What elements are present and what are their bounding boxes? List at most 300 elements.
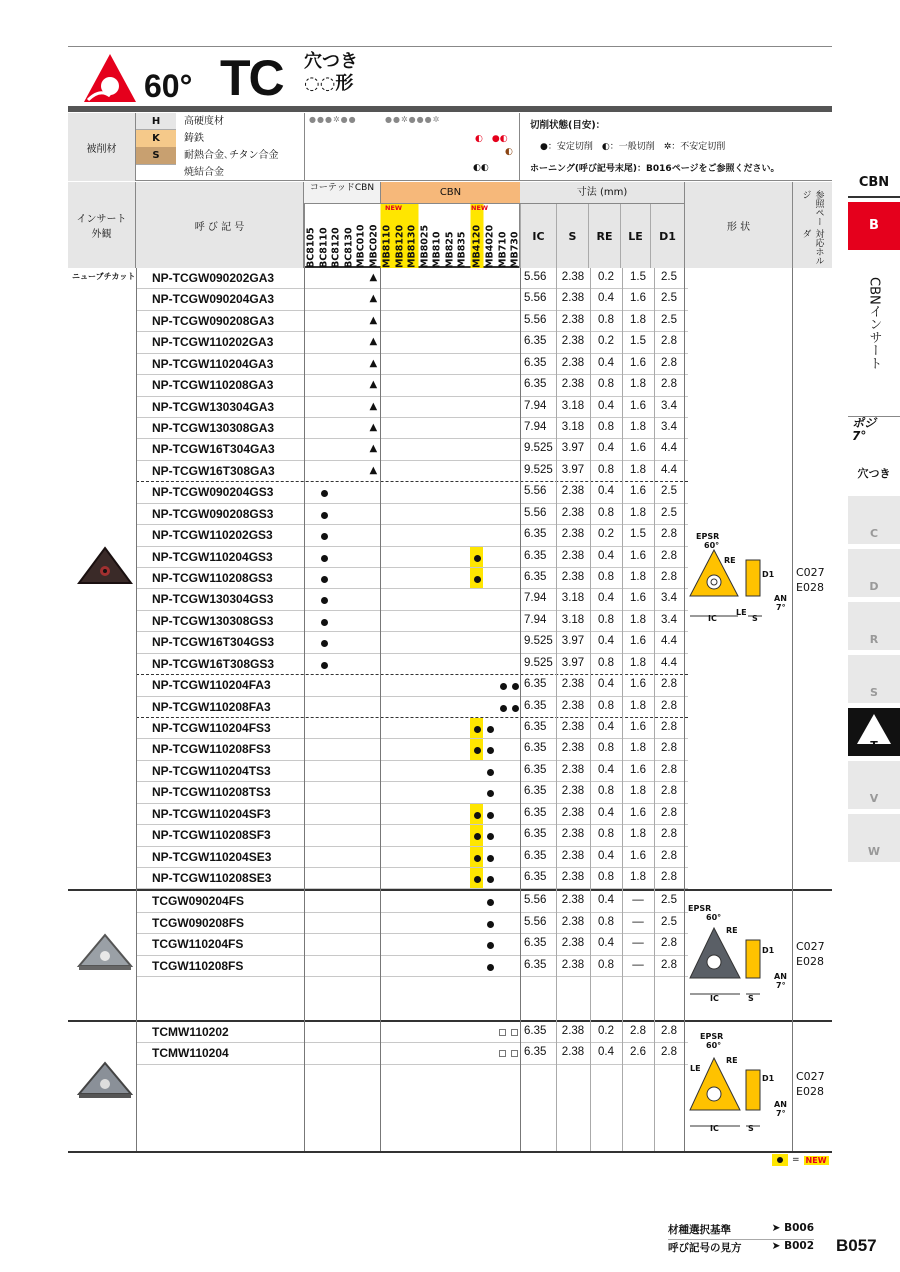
dim-value-d1[interactable]: 2.8 xyxy=(661,549,677,562)
dim-header-le[interactable]: LE xyxy=(620,204,650,268)
side-tab-d[interactable] xyxy=(848,549,900,597)
dim-value-le[interactable]: — xyxy=(632,937,644,950)
dim-value-s[interactable]: 3.18 xyxy=(561,613,585,626)
grade-header[interactable]: MB8025 xyxy=(418,224,430,268)
dim-value-d1[interactable]: 2.8 xyxy=(661,378,677,391)
dim-value-d1[interactable]: 4.4 xyxy=(661,442,677,455)
dim-value-re[interactable]: 0.8 xyxy=(598,506,614,519)
dim-value-re[interactable]: 0.8 xyxy=(598,421,614,433)
dim-value-ic[interactable]: 5.56 xyxy=(524,915,547,928)
dim-value-s[interactable]: 2.38 xyxy=(561,485,585,498)
footer-l2-ref[interactable]: ➤ B002 xyxy=(771,1240,814,1252)
dim-value-ic[interactable]: 6.35 xyxy=(524,871,547,884)
part-number[interactable]: NP-TCGW110208SE3 xyxy=(152,871,272,886)
dim-value-ic[interactable]: 5.56 xyxy=(524,506,547,519)
stock-mark-dot[interactable] xyxy=(487,812,494,819)
part-number[interactable]: NP-TCGW130304GA3 xyxy=(152,399,275,414)
dim-value-d1[interactable]: 2.8 xyxy=(661,806,677,819)
dim-value-s[interactable]: 2.38 xyxy=(561,1025,585,1038)
dim-value-d1[interactable]: 2.8 xyxy=(661,849,677,862)
stock-mark-dot[interactable] xyxy=(474,812,481,819)
dim-value-re[interactable]: 0.4 xyxy=(598,399,614,412)
table-row[interactable] xyxy=(0,868,900,889)
part-number[interactable]: NP-TCGW16T308GS3 xyxy=(152,656,275,671)
dim-value-le[interactable]: 1.6 xyxy=(630,485,646,498)
side-tab-v[interactable] xyxy=(848,761,900,809)
table-row[interactable] xyxy=(0,718,900,739)
stock-mark-dot[interactable] xyxy=(512,683,519,690)
dim-value-s[interactable]: 3.97 xyxy=(561,442,585,455)
dim-value-ic[interactable]: 7.94 xyxy=(524,421,547,433)
dim-value-s[interactable]: 3.18 xyxy=(561,592,585,605)
dim-value-re[interactable]: 0.8 xyxy=(598,378,614,391)
stock-mark-dot[interactable] xyxy=(321,512,328,519)
dim-value-re[interactable]: 0.8 xyxy=(598,571,614,584)
part-number[interactable]: NP-TCGW110208TS3 xyxy=(152,785,271,800)
dim-value-le[interactable]: 1.8 xyxy=(630,656,646,669)
dim-value-s[interactable]: 2.38 xyxy=(561,894,585,907)
dim-value-ic[interactable]: 6.35 xyxy=(524,1025,547,1038)
stock-mark-dot[interactable] xyxy=(321,533,328,540)
footer-l1-ref[interactable]: ➤ B006 xyxy=(771,1222,814,1234)
group1-ref-2[interactable]: E028 xyxy=(796,581,824,594)
dim-value-d1[interactable]: 3.4 xyxy=(661,613,677,626)
dim-value-d1[interactable]: 3.4 xyxy=(661,421,677,433)
dim-value-le[interactable]: 1.5 xyxy=(630,335,646,348)
dim-value-ic[interactable]: 6.35 xyxy=(524,378,547,391)
dim-value-le[interactable]: — xyxy=(632,915,644,928)
grade-header[interactable]: MB825 xyxy=(443,231,455,268)
grade-header[interactable]: MB810 xyxy=(431,231,443,268)
stock-mark-dot[interactable] xyxy=(487,790,494,797)
part-number[interactable]: NP-TCGW16T304GA3 xyxy=(152,442,275,457)
dim-value-s[interactable]: 2.38 xyxy=(561,915,585,928)
stock-mark-dot[interactable] xyxy=(487,769,494,776)
dim-value-le[interactable]: 1.8 xyxy=(630,742,646,755)
part-number[interactable]: NP-TCGW110204GS3 xyxy=(152,549,273,564)
side-tab-w[interactable] xyxy=(848,814,900,862)
dim-value-s[interactable]: 2.38 xyxy=(561,958,585,971)
dim-value-re[interactable]: 0.4 xyxy=(598,592,614,605)
dim-value-d1[interactable]: 2.8 xyxy=(661,1046,677,1059)
dim-value-ic[interactable]: 9.525 xyxy=(524,656,553,669)
part-number[interactable]: NP-TCGW090208GA3 xyxy=(152,313,275,328)
grade-header[interactable]: MBC020 xyxy=(367,224,379,268)
group1-ref-1[interactable]: C027 xyxy=(796,566,825,579)
dim-value-s[interactable]: 2.38 xyxy=(561,785,585,798)
dim-value-s[interactable]: 2.38 xyxy=(561,335,585,348)
dim-value-re[interactable]: 0.2 xyxy=(598,271,614,283)
dim-value-re[interactable]: 0.4 xyxy=(598,721,614,734)
grade-header[interactable]: BC8120 xyxy=(330,227,342,268)
table-row[interactable] xyxy=(0,439,900,460)
dim-value-re[interactable]: 0.8 xyxy=(598,463,614,476)
dim-value-le[interactable]: 1.8 xyxy=(630,699,646,712)
dim-header-s[interactable]: S xyxy=(556,204,588,268)
group-divider[interactable] xyxy=(68,889,832,891)
dim-value-ic[interactable]: 6.35 xyxy=(524,1046,547,1059)
column-line[interactable] xyxy=(136,268,137,1151)
dim-column-line[interactable] xyxy=(622,268,623,1151)
table-row[interactable] xyxy=(0,804,900,825)
dim-value-d1[interactable]: 4.4 xyxy=(661,656,677,669)
stock-mark-triangle[interactable]: ▲ xyxy=(369,314,378,326)
dim-value-d1[interactable]: 3.4 xyxy=(661,399,677,412)
part-number[interactable]: NP-TCGW110204SE3 xyxy=(152,849,272,864)
dim-value-re[interactable]: 0.8 xyxy=(598,313,614,326)
dim-value-re[interactable]: 0.4 xyxy=(598,356,614,369)
dim-value-d1[interactable]: 2.8 xyxy=(661,335,677,348)
dim-value-d1[interactable]: 2.8 xyxy=(661,356,677,369)
stock-mark-dot[interactable] xyxy=(500,705,507,712)
dim-value-s[interactable]: 2.38 xyxy=(561,292,585,305)
dim-value-d1[interactable]: 2.5 xyxy=(661,292,677,305)
dim-value-re[interactable]: 0.4 xyxy=(598,1046,614,1059)
part-number[interactable]: TCGW090208FS xyxy=(152,915,245,930)
dim-value-re[interactable]: 0.8 xyxy=(598,828,614,841)
dim-header-d1[interactable]: D1 xyxy=(650,204,684,268)
row-divider[interactable] xyxy=(136,1064,688,1065)
table-row[interactable] xyxy=(0,675,900,696)
dim-value-ic[interactable]: 7.94 xyxy=(524,613,547,626)
table-row[interactable] xyxy=(0,461,900,482)
stock-mark-dot[interactable] xyxy=(321,490,328,497)
stock-mark-triangle[interactable]: ▲ xyxy=(369,400,378,412)
table-row[interactable] xyxy=(0,311,900,332)
part-number[interactable]: NP-TCGW110204TS3 xyxy=(152,763,271,778)
part-number[interactable]: TCGW090204FS xyxy=(152,894,245,909)
table-row[interactable] xyxy=(0,482,900,503)
dim-value-s[interactable]: 2.38 xyxy=(561,549,585,562)
dim-value-re[interactable]: 0.4 xyxy=(598,894,614,907)
dim-value-s[interactable]: 2.38 xyxy=(561,571,585,584)
dim-value-d1[interactable]: 2.5 xyxy=(661,485,677,498)
table-row[interactable] xyxy=(0,289,900,310)
dim-value-le[interactable]: 2.8 xyxy=(630,1025,646,1038)
dim-value-d1[interactable]: 2.5 xyxy=(661,313,677,326)
dim-value-le[interactable]: 1.8 xyxy=(630,613,646,626)
dim-value-re[interactable]: 0.2 xyxy=(598,528,614,541)
table-row[interactable] xyxy=(0,761,900,782)
part-number[interactable]: NP-TCGW16T308GA3 xyxy=(152,463,275,478)
dim-value-le[interactable]: 1.5 xyxy=(630,271,646,283)
group2-ref-2[interactable]: E028 xyxy=(796,955,824,968)
dim-value-s[interactable]: 2.38 xyxy=(561,506,585,519)
dim-value-re[interactable]: 0.4 xyxy=(598,849,614,862)
stock-mark-dot[interactable] xyxy=(487,876,494,883)
dim-value-ic[interactable]: 9.525 xyxy=(524,463,553,476)
side-tab-label[interactable]: C xyxy=(869,527,879,540)
grade-header[interactable]: MB4120 xyxy=(471,204,484,268)
dim-value-re[interactable]: 0.4 xyxy=(598,442,614,455)
side-tab-t[interactable] xyxy=(848,708,900,756)
dim-value-d1[interactable]: 2.8 xyxy=(661,958,677,971)
stock-mark-dot[interactable] xyxy=(474,876,481,883)
dim-value-d1[interactable]: 2.8 xyxy=(661,937,677,950)
dim-value-ic[interactable]: 6.35 xyxy=(524,785,547,798)
stock-mark-dot[interactable] xyxy=(487,942,494,949)
dim-value-le[interactable]: 1.6 xyxy=(630,399,646,412)
dim-value-le[interactable]: 1.6 xyxy=(630,763,646,776)
dim-value-le[interactable]: 1.6 xyxy=(630,849,646,862)
side-tab-label[interactable]: S xyxy=(870,686,878,699)
part-number[interactable]: NP-TCGW110208SF3 xyxy=(152,828,271,843)
dim-value-s[interactable]: 2.38 xyxy=(561,313,585,326)
dim-value-le[interactable]: 1.6 xyxy=(630,442,646,455)
stock-mark-dot[interactable] xyxy=(512,705,519,712)
dim-value-ic[interactable]: 6.35 xyxy=(524,721,547,734)
part-number[interactable]: NP-TCGW110204FS3 xyxy=(152,721,271,736)
stock-mark-dot[interactable] xyxy=(487,726,494,733)
dim-value-d1[interactable]: 2.5 xyxy=(661,506,677,519)
part-number[interactable]: TCMW110204 xyxy=(152,1046,229,1061)
side-tab-label[interactable]: V xyxy=(869,792,879,805)
grade-header[interactable]: BC8110 xyxy=(317,227,329,268)
dim-value-ic[interactable]: 5.56 xyxy=(524,313,547,326)
side-b-tab[interactable]: B xyxy=(848,202,900,250)
dim-value-d1[interactable]: 2.8 xyxy=(661,763,677,776)
table-row[interactable] xyxy=(0,654,900,675)
table-row[interactable] xyxy=(0,354,900,375)
stock-mark-triangle[interactable]: ▲ xyxy=(369,293,378,305)
stock-mark-dot[interactable] xyxy=(321,555,328,562)
stock-mark-dot[interactable] xyxy=(487,964,494,971)
table-row[interactable] xyxy=(0,504,900,525)
stock-mark-dot[interactable] xyxy=(321,662,328,669)
dim-value-le[interactable]: — xyxy=(632,958,644,971)
stock-mark-triangle[interactable]: ▲ xyxy=(369,464,378,476)
dim-value-ic[interactable]: 5.56 xyxy=(524,894,547,907)
dim-value-s[interactable]: 3.18 xyxy=(561,421,585,433)
stock-mark-square[interactable] xyxy=(511,1029,518,1036)
dim-value-s[interactable]: 2.38 xyxy=(561,528,585,541)
dim-column-line[interactable] xyxy=(590,268,591,1151)
column-line[interactable] xyxy=(520,268,521,1151)
part-number[interactable]: NP-TCGW110204FA3 xyxy=(152,678,271,693)
dim-value-le[interactable]: 1.6 xyxy=(630,592,646,605)
stock-mark-dot[interactable] xyxy=(321,576,328,583)
dim-value-ic[interactable]: 9.525 xyxy=(524,442,553,455)
stock-mark-dot[interactable] xyxy=(474,576,481,583)
dim-value-d1[interactable]: 2.8 xyxy=(661,785,677,798)
dim-value-d1[interactable]: 2.8 xyxy=(661,678,677,691)
dim-value-le[interactable]: 1.8 xyxy=(630,463,646,476)
dim-value-ic[interactable]: 7.94 xyxy=(524,592,547,605)
dim-value-re[interactable]: 0.4 xyxy=(598,635,614,648)
dim-value-ic[interactable]: 6.35 xyxy=(524,958,547,971)
stock-mark-square[interactable] xyxy=(511,1050,518,1057)
table-row[interactable] xyxy=(0,418,900,439)
table-row[interactable] xyxy=(0,375,900,396)
dim-value-ic[interactable]: 6.35 xyxy=(524,356,547,369)
part-number[interactable]: NP-TCGW110204GA3 xyxy=(152,356,274,371)
dim-value-re[interactable]: 0.4 xyxy=(598,937,614,950)
stock-mark-dot[interactable] xyxy=(474,726,481,733)
dim-value-le[interactable]: 1.8 xyxy=(630,378,646,391)
dim-value-s[interactable]: 2.38 xyxy=(561,937,585,950)
dim-column-line[interactable] xyxy=(654,268,655,1151)
part-number[interactable]: NP-TCGW110202GA3 xyxy=(152,335,274,350)
dim-value-re[interactable]: 0.8 xyxy=(598,699,614,712)
dim-value-re[interactable]: 0.8 xyxy=(598,871,614,884)
group3-ref-1[interactable]: C027 xyxy=(796,1070,825,1083)
stock-mark-triangle[interactable]: ▲ xyxy=(369,422,378,433)
dim-value-re[interactable]: 0.4 xyxy=(598,485,614,498)
dim-value-d1[interactable]: 4.4 xyxy=(661,635,677,648)
dim-header-ic[interactable]: IC xyxy=(520,204,556,268)
dim-value-ic[interactable]: 6.35 xyxy=(524,828,547,841)
stock-mark-triangle[interactable]: ▲ xyxy=(369,272,378,283)
part-number[interactable]: NP-TCGW130304GS3 xyxy=(152,592,274,607)
side-tab-r[interactable] xyxy=(848,602,900,650)
side-tab-label[interactable]: T xyxy=(870,739,878,752)
part-number[interactable]: NP-TCGW110202GS3 xyxy=(152,528,273,543)
dim-value-re[interactable]: 0.8 xyxy=(598,785,614,798)
dim-value-s[interactable]: 2.38 xyxy=(561,828,585,841)
table-row[interactable] xyxy=(0,847,900,868)
dim-value-le[interactable]: 1.6 xyxy=(630,678,646,691)
dim-value-re[interactable]: 0.4 xyxy=(598,678,614,691)
stock-mark-dot[interactable] xyxy=(474,855,481,862)
part-number[interactable]: NP-TCGW16T304GS3 xyxy=(152,635,275,650)
part-number[interactable]: TCGW110204FS xyxy=(152,937,244,952)
stock-mark-square[interactable] xyxy=(499,1029,506,1036)
dim-value-s[interactable]: 3.97 xyxy=(561,463,585,476)
stock-mark-dot[interactable] xyxy=(321,597,328,604)
group-divider[interactable] xyxy=(68,1020,832,1022)
dim-value-ic[interactable]: 6.35 xyxy=(524,549,547,562)
dim-value-s[interactable]: 2.38 xyxy=(561,721,585,734)
table-row[interactable] xyxy=(0,632,900,653)
dim-value-re[interactable]: 0.4 xyxy=(598,806,614,819)
grade-header[interactable]: MB710 xyxy=(497,231,509,268)
dim-value-ic[interactable]: 7.94 xyxy=(524,399,547,412)
side-tab-label[interactable]: W xyxy=(867,845,881,858)
dim-value-re[interactable]: 0.8 xyxy=(598,915,614,928)
table-row[interactable] xyxy=(0,739,900,760)
row-divider[interactable] xyxy=(136,976,688,977)
dim-value-ic[interactable]: 5.56 xyxy=(524,485,547,498)
grade-header[interactable]: MB835 xyxy=(456,231,468,268)
grade-header[interactable]: MB730 xyxy=(509,231,521,268)
dim-value-d1[interactable]: 2.8 xyxy=(661,721,677,734)
dim-value-ic[interactable]: 6.35 xyxy=(524,937,547,950)
side-tab-c[interactable] xyxy=(848,496,900,544)
grade-header[interactable]: BC8130 xyxy=(342,227,354,268)
dim-value-s[interactable]: 3.97 xyxy=(561,635,585,648)
dim-value-ic[interactable]: 6.35 xyxy=(524,528,547,541)
part-number[interactable]: NP-TCGW130308GA3 xyxy=(152,421,275,435)
stock-mark-dot[interactable] xyxy=(321,640,328,647)
dim-value-s[interactable]: 2.38 xyxy=(561,1046,585,1059)
stock-mark-dot[interactable] xyxy=(487,921,494,928)
part-number[interactable]: TCGW110208FS xyxy=(152,958,244,973)
dim-value-s[interactable]: 3.97 xyxy=(561,656,585,669)
dim-value-s[interactable]: 2.38 xyxy=(561,871,585,884)
stock-mark-square[interactable] xyxy=(499,1050,506,1057)
stock-mark-triangle[interactable]: ▲ xyxy=(369,357,378,369)
dim-value-re[interactable]: 0.8 xyxy=(598,613,614,626)
dim-value-s[interactable]: 2.38 xyxy=(561,742,585,755)
dim-value-s[interactable]: 2.38 xyxy=(561,806,585,819)
part-number[interactable]: NP-TCGW110204SF3 xyxy=(152,806,271,821)
group2-ref-1[interactable]: C027 xyxy=(796,940,825,953)
part-number[interactable]: TCMW110202 xyxy=(152,1025,229,1040)
side-tab-label[interactable]: D xyxy=(869,580,879,593)
dim-value-d1[interactable]: 2.8 xyxy=(661,571,677,584)
dim-value-s[interactable]: 3.18 xyxy=(561,399,585,412)
part-number[interactable]: NP-TCGW130308GS3 xyxy=(152,613,274,628)
grade-header[interactable]: MB8130 xyxy=(406,204,419,268)
dim-value-ic[interactable]: 9.525 xyxy=(524,635,553,648)
part-number[interactable]: NP-TCGW090204GA3 xyxy=(152,292,275,307)
dim-value-re[interactable]: 0.8 xyxy=(598,958,614,971)
stock-mark-dot[interactable] xyxy=(487,899,494,906)
dim-value-ic[interactable]: 6.35 xyxy=(524,763,547,776)
dim-value-le[interactable]: 1.6 xyxy=(630,721,646,734)
dim-value-ic[interactable]: 6.35 xyxy=(524,335,547,348)
dim-value-d1[interactable]: 2.8 xyxy=(661,828,677,841)
dim-value-d1[interactable]: 2.8 xyxy=(661,699,677,712)
dim-value-le[interactable]: 1.6 xyxy=(630,635,646,648)
grade-new-badge[interactable]: NEW xyxy=(471,204,489,212)
grade-header[interactable]: MB4020 xyxy=(484,224,496,268)
stock-mark-dot[interactable] xyxy=(487,747,494,754)
dim-value-le[interactable]: 1.8 xyxy=(630,421,646,433)
stock-mark-dot[interactable] xyxy=(487,833,494,840)
table-row[interactable] xyxy=(0,782,900,803)
part-number[interactable]: NP-TCGW110208GS3 xyxy=(152,571,273,586)
part-number[interactable]: NP-TCGW090208GS3 xyxy=(152,506,274,521)
dim-value-le[interactable]: 1.6 xyxy=(630,806,646,819)
dim-value-ic[interactable]: 6.35 xyxy=(524,849,547,862)
stock-mark-triangle[interactable]: ▲ xyxy=(369,443,378,455)
column-line[interactable] xyxy=(684,268,685,1151)
stock-mark-dot[interactable] xyxy=(321,619,328,626)
dim-value-s[interactable]: 2.38 xyxy=(561,849,585,862)
dim-value-ic[interactable]: 5.56 xyxy=(524,271,547,283)
part-number[interactable]: NP-TCGW090204GS3 xyxy=(152,485,274,500)
dim-value-re[interactable]: 0.8 xyxy=(598,656,614,669)
dim-value-re[interactable]: 0.8 xyxy=(598,742,614,755)
dim-value-s[interactable]: 2.38 xyxy=(561,356,585,369)
stock-mark-dot[interactable] xyxy=(500,683,507,690)
dim-value-d1[interactable]: 2.5 xyxy=(661,894,677,907)
dim-header-re[interactable]: RE xyxy=(588,204,620,268)
dim-value-le[interactable]: 1.6 xyxy=(630,549,646,562)
part-number[interactable]: NP-TCGW110208FA3 xyxy=(152,699,271,714)
dim-value-d1[interactable]: 2.8 xyxy=(661,528,677,541)
dim-value-le[interactable]: 1.8 xyxy=(630,506,646,519)
dim-value-le[interactable]: 1.5 xyxy=(630,528,646,541)
dim-value-ic[interactable]: 6.35 xyxy=(524,806,547,819)
stock-mark-triangle[interactable]: ▲ xyxy=(369,336,378,348)
dim-value-ic[interactable]: 6.35 xyxy=(524,699,547,712)
dim-value-re[interactable]: 0.4 xyxy=(598,549,614,562)
column-line[interactable] xyxy=(792,268,793,1151)
dim-value-le[interactable]: 2.6 xyxy=(630,1046,646,1059)
dim-value-d1[interactable]: 2.5 xyxy=(661,915,677,928)
part-number[interactable]: NP-TCGW110208FS3 xyxy=(152,742,271,757)
stock-mark-triangle[interactable]: ▲ xyxy=(369,379,378,391)
dim-value-d1[interactable]: 2.8 xyxy=(661,742,677,755)
dim-column-line[interactable] xyxy=(556,268,557,1151)
dim-value-le[interactable]: 1.8 xyxy=(630,313,646,326)
part-number[interactable]: NP-TCGW110208GA3 xyxy=(152,378,274,393)
dim-value-le[interactable]: 1.8 xyxy=(630,571,646,584)
dim-value-re[interactable]: 0.4 xyxy=(598,763,614,776)
dim-value-d1[interactable]: 2.5 xyxy=(661,271,677,283)
